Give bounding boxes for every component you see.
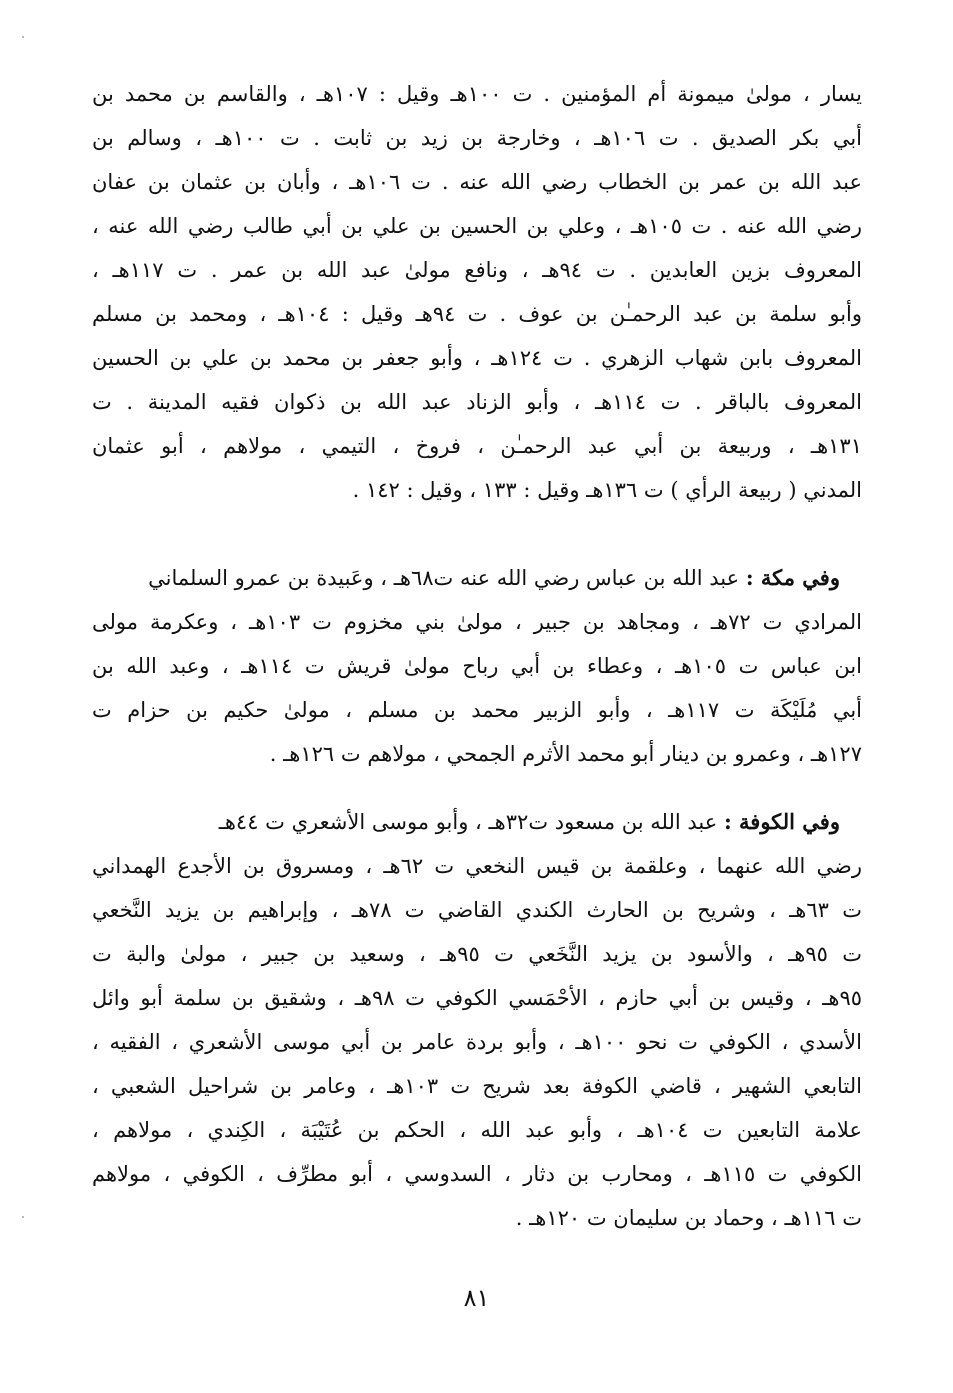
text-line: الأسدي ، الكوفي ت نحو ١٠٠هـ ، وأبو بردة عامر بن أبي موسى الأشعري ، الفقيه ، <box>92 1030 862 1054</box>
text-line: ابن عباس ت ١٠٥هـ ، وعطاء بن أبي رباح مولىٰ قريش ت ١١٤هـ ، وعبد الله بن <box>92 654 862 678</box>
text-run: عبد الله بن مسعود ت٣٢هـ ، وأبو موسى الأشعري ت ٤٤هـ <box>218 810 718 834</box>
text-line: ت ٦٣هـ ، وشريح بن الحارث الكندي القاضي ت ٧٨هـ ، وإبراهيم بن يزيد النَّخعي <box>92 898 862 922</box>
text-line: ت ١١٦هـ ، وحماد بن سليمان ت ١٢٠هـ . <box>515 1206 862 1230</box>
section-heading-kufa: وفي الكوفة : <box>723 809 840 834</box>
paragraph-medina-continued <box>92 72 862 512</box>
text-line: المرادي ت ٧٢هـ ، ومجاهد بن جبير ، مولىٰ بني مخزوم ت ١٠٣هـ ، وعكرمة مولى <box>92 610 862 634</box>
paragraph-first-line <box>92 800 862 844</box>
text-line: ت ٩٥هـ ، والأسود بن يزيد النَّخَعي ت ٩٥هـ ، وسعيد بن جبير ، مولىٰ والبة ت <box>92 942 862 966</box>
text-run: عبد الله بن عباس رضي الله عنه ت٦٨هـ ، وعَبيدة بن عمرو السلماني <box>148 566 740 590</box>
paragraph-first-line <box>92 556 862 600</box>
page-number: ٨١ <box>463 1284 490 1312</box>
text-line: وأبو سلمة بن عبد الرحمـٰن بن عوف . ت ٩٤هـ وقيل : ١٠٤هـ ، ومحمد بن مسلم <box>92 302 862 326</box>
text-line: التابعي الشهير ، قاضي الكوفة بعد شريح ت ١٠٣هـ ، وعامر بن شراحيل الشعبي ، <box>92 1074 862 1098</box>
text-line: يسار ، مولىٰ ميمونة أم المؤمنين . ت ١٠٠هـ وقيل : ١٠٧هـ ، والقاسم بن محمد بن <box>92 82 862 106</box>
text-line: ١٣١هـ ، وربيعة بن أبي عبد الرحمـٰن ، فروخ ، التيمي ، مولاهم ، أبو عثمان <box>92 434 862 458</box>
text-line: رضي الله عنهما ، وعلقمة بن قيس النخعي ت ٦٢هـ ، ومسروق بن الأجدع الهمداني <box>92 854 862 878</box>
text-line: المعروف بزين العابدين . ت ٩٤هـ ، ونافع مولىٰ عبد الله بن عمر . ت ١١٧هـ ، <box>92 258 862 282</box>
text-line: علامة التابعين ت ١٠٤هـ ، وأبو عبد الله ، الحكم بن عُتَيْبَة ، الكِندي ، مولاهم ، <box>92 1118 862 1142</box>
text-line: أبي مُلَيْكَة ت ١١٧هـ ، وأبو الزبير محمد بن مسلم ، مولىٰ حكيم بن حزام ت <box>92 698 862 722</box>
text-line: المعروف بابن شهاب الزهري . ت ١٢٤هـ ، وأبو جعفر بن محمد بن علي بن الحسين <box>92 346 862 370</box>
text-line: المدني ( ربيعة الرأي ) ت ١٣٦هـ وقيل : ١٣٣ ، وقيل : ١٤٢ . <box>352 478 862 502</box>
text-line: المعروف بالباقر . ت ١١٤هـ ، وأبو الزناد عبد الله بن ذكوان فقيه المدينة . ت <box>92 390 862 414</box>
text-line: الكوفي ت ١١٥هـ ، ومحارب بن دثار ، السدوسي ، أبو مطرِّف ، الكوفي ، مولاهم <box>92 1162 862 1186</box>
text-line: ٩٥هـ ، وقيس بن أبي حازم ، الأحْمَسي الكوفي ت ٩٨هـ ، وشقيق بن سلمة أبو وائل <box>92 986 862 1010</box>
text-line: ١٢٧هـ ، وعمرو بن دينار أبو محمد الأثرم الجمحي ، مولاهم ت ١٢٦هـ . <box>269 742 862 766</box>
paragraph-mecca <box>92 556 862 776</box>
page-edge-speck <box>22 36 24 38</box>
page-edge-speck <box>22 1216 24 1218</box>
text-line: عبد الله بن عمر بن الخطاب رضي الله عنه . ت ١٠٦هـ ، وأبان بن عثمان بن عفان <box>92 170 862 194</box>
paragraph-kufa <box>92 800 862 1240</box>
text-line: أبي بكر الصديق . ت ١٠٦هـ ، وخارجة بن زيد بن ثابت . ت ١٠٠هـ ، وسالم بن <box>92 126 862 150</box>
section-heading-mecca: وفي مكة : <box>745 565 840 590</box>
text-line: رضي الله عنه . ت ١٠٥هـ ، وعلي بن الحسين بن علي بن أبي طالب رضي الله عنه ، <box>92 214 862 238</box>
